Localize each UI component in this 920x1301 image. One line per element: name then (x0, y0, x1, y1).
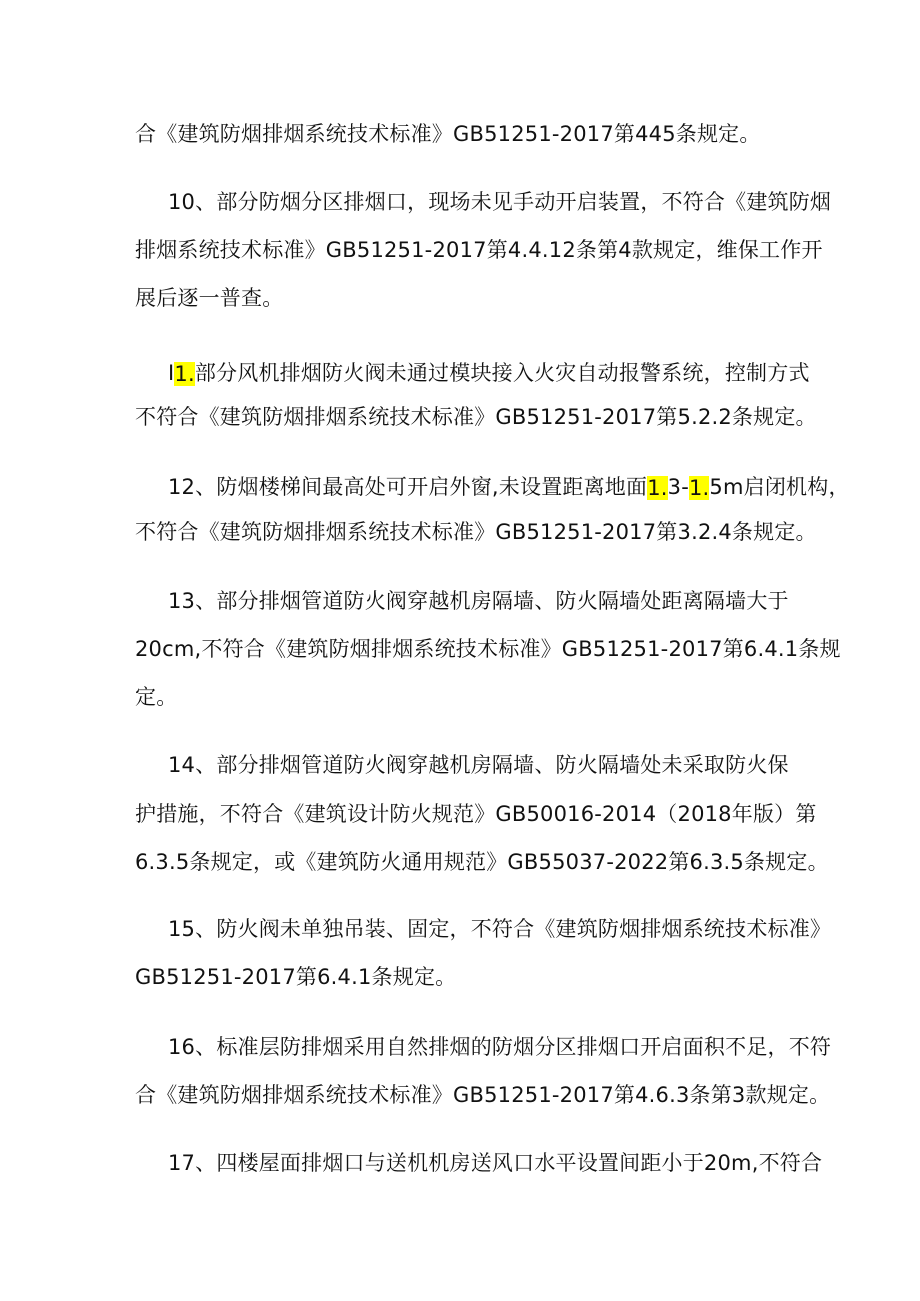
line-text: 护措施，不符合《建筑设计防火规范》GB50016-2014（2018年版）第 (135, 802, 817, 826)
line-text: 不符合《建筑防烟排烟系统技术标准》GB51251-2017第3.2.4条规定。 (135, 520, 817, 544)
text-line (0, 957, 920, 997)
line-text: I (168, 361, 175, 385)
text-line (0, 794, 920, 834)
text-line (0, 1075, 920, 1115)
line-text: 5m启闭机构， (709, 475, 850, 499)
line-text: 3- (667, 475, 689, 499)
text-line (0, 629, 920, 669)
line-text: 合《建筑防烟排烟系统技术标准》GB51251-2017第4.6.3条第3款规定。 (135, 1083, 831, 1107)
line-text: 13、部分排烟管道防火阀穿越机房隔墙、防火隔墙处距离隔墙大于 (168, 589, 789, 613)
line-text: GB51251-2017第6.4.1条规定。 (135, 965, 457, 989)
highlight-mark: 1. (688, 476, 710, 500)
line-text: 6.3.5条规定，或《建筑防火通用规范》GB55037-2022第6.3.5条规定。 (135, 850, 829, 874)
line-text: 17、四楼屋面排烟口与送机机房送风口水平设置间距小于20m,不符合 (168, 1151, 823, 1175)
line-text: 12、防烟楼梯间最高处可开启外窗,未设置距离地面 (168, 475, 648, 499)
text-line (0, 581, 920, 621)
line-text: 15、防火阀未单独吊装、固定，不符合《建筑防烟排烟系统技术标准》 (168, 917, 832, 941)
text-line (0, 512, 920, 552)
text-line (0, 114, 920, 154)
text-line (0, 1143, 920, 1183)
text-line (0, 842, 920, 882)
line-text: 14、部分排烟管道防火阀穿越机房隔墙、防火隔墙处未采取防火保 (168, 753, 789, 777)
line-text: 展后逐一普查。 (135, 286, 284, 310)
text-line (0, 278, 920, 318)
text-line (0, 230, 920, 270)
line-text: 合《建筑防烟排烟系统技术标准》GB51251-2017第445条规定。 (135, 122, 761, 146)
highlight-mark: 1. (647, 476, 668, 500)
line-text: 排烟系统技术标准》GB51251-2017第4.4.12条第4款规定，维保工作开 (135, 238, 823, 262)
text-line (0, 909, 920, 949)
line-text: 10、部分防烟分区排烟口，现场未见手动开启装置，不符合《建筑防烟 (168, 190, 832, 214)
text-line (0, 397, 920, 437)
line-text: 部分风机排烟防火阀未通过模块接入火灾自动报警系统，控制方式 (194, 361, 810, 385)
line-text: 定。 (135, 685, 178, 709)
text-line (0, 1027, 920, 1067)
text-line (0, 350, 920, 390)
text-line (0, 182, 920, 222)
line-text: 20cm,不符合《建筑防烟排烟系统技术标准》GB51251-2017第6.4.1条规 (135, 637, 841, 661)
text-line (0, 745, 920, 785)
text-line (0, 465, 920, 505)
highlight-mark: 1. (174, 362, 195, 386)
line-text: 16、标准层防排烟采用自然排烟的防烟分区排烟口开启面积不足，不符 (168, 1035, 832, 1059)
text-line (0, 677, 920, 717)
line-text: 不符合《建筑防烟排烟系统技术标准》GB51251-2017第5.2.2条规定。 (135, 405, 817, 429)
